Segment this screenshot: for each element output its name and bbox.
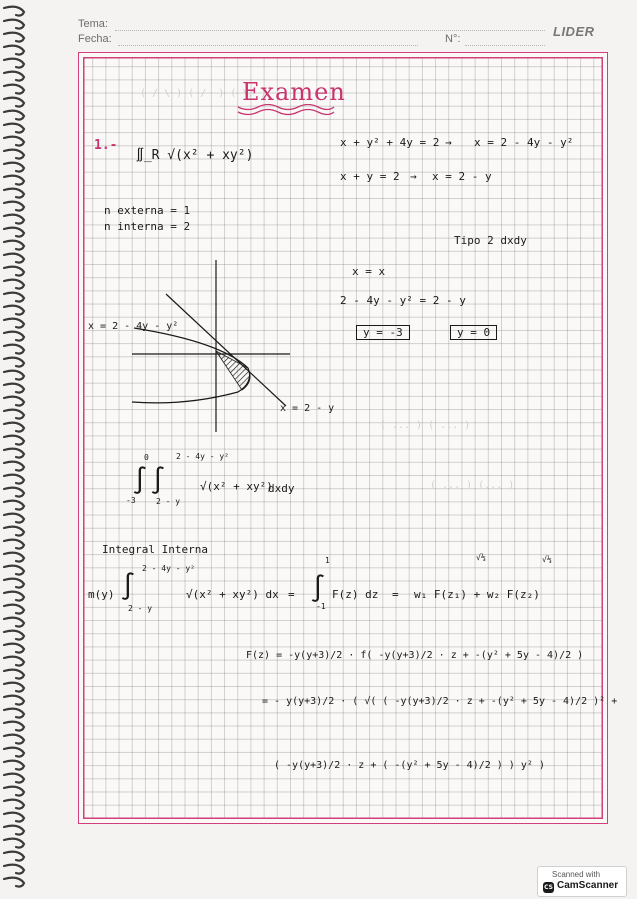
spiral-ring	[4, 761, 24, 770]
spiral-ring	[4, 46, 24, 55]
spiral-ring	[4, 436, 24, 445]
spiral-ring	[4, 254, 24, 263]
spiral-ring	[4, 527, 24, 536]
spiral-ring	[4, 566, 24, 575]
spiral-ring	[4, 410, 24, 419]
spiral-ring	[4, 852, 24, 861]
camscanner-icon: CS	[544, 884, 553, 891]
normalized-integral-sign: ∫	[310, 574, 326, 604]
spiral-ring	[4, 111, 24, 120]
n-interna: n interna = 2	[104, 220, 191, 233]
spiral-ring	[4, 592, 24, 601]
fz-line-2: = - y(y+3)/2 · ( √( ( -y(y+3)/2 · z + -(y² + 5y - 4)/2 )² +	[262, 696, 618, 707]
node-annotation-2: √⅓	[542, 555, 552, 564]
bleed-through-mark: ( ... ) (... )	[430, 480, 515, 491]
spiral-ring	[4, 345, 24, 354]
spiral-ring	[4, 423, 24, 432]
spiral-ring	[4, 306, 24, 315]
normalized-upper: 1	[325, 556, 330, 565]
graph-label-parabola: x = 2 - 4y - y²	[88, 321, 179, 332]
spiral-ring	[4, 735, 24, 744]
node-annotation-1: √⅓	[476, 553, 486, 562]
spiral-ring	[4, 813, 24, 822]
spiral-ring	[4, 540, 24, 549]
spiral-ring	[4, 657, 24, 666]
bleed-through-mark: ( ... ) ( ... )	[380, 420, 471, 431]
spiral-ring	[4, 280, 24, 289]
scanner-watermark	[537, 866, 627, 897]
spiral-ring	[4, 670, 24, 679]
equals-2: =	[392, 588, 399, 601]
spiral-ring	[4, 865, 24, 874]
outer-lower-limit: -3	[126, 496, 136, 505]
normalized-lower: -1	[316, 602, 326, 611]
spiral-ring	[4, 644, 24, 653]
spiral-ring	[4, 501, 24, 510]
spiral-ring	[4, 488, 24, 497]
equals-1: =	[288, 588, 295, 601]
inner-upper: 2 - 4y - y²	[142, 564, 195, 573]
tema-line	[115, 30, 545, 31]
brand-logo: LIDER	[553, 24, 595, 39]
spiral-ring	[4, 176, 24, 185]
inner-integrand: √(x² + xy²) dx	[186, 588, 279, 601]
equation-parabola: x + y² + 4y = 2	[340, 136, 440, 149]
arrow-2: →	[410, 170, 417, 183]
spiral-ring	[4, 579, 24, 588]
fecha-label: Fecha:	[78, 33, 112, 45]
spiral-ring	[4, 839, 24, 848]
spiral-ring	[4, 774, 24, 783]
spiral-ring	[4, 150, 24, 159]
iterated-integrand: √(x² + xy²)	[200, 480, 273, 493]
outer-upper-limit: 0	[144, 453, 149, 462]
spiral-ring	[4, 397, 24, 406]
title-underline	[236, 104, 336, 116]
fecha-line	[118, 45, 418, 46]
spiral-ring	[4, 696, 24, 705]
spiral-ring	[4, 631, 24, 640]
spiral-ring	[4, 449, 24, 458]
m-of-y-label: m(y)	[88, 588, 115, 601]
spiral-ring	[4, 683, 24, 692]
spiral-ring	[4, 319, 24, 328]
spiral-binding	[0, 0, 30, 899]
equation-line: x + y = 2	[340, 170, 400, 183]
spiral-ring	[4, 215, 24, 224]
n-externa: n externa = 1	[104, 204, 191, 217]
spiral-ring	[4, 748, 24, 757]
region-graph	[126, 256, 306, 436]
integral-sign-outer: ∫	[132, 466, 148, 496]
inner-lower: 2 - y	[128, 604, 153, 613]
fz-line-3: ( -y(y+3)/2 · z + ( -(y² + 5y - 4)/2 ) ) y² )	[274, 760, 545, 771]
intersection-step-2: 2 - 4y - y² = 2 - y	[340, 294, 466, 307]
fz-dz: F(z) dz	[332, 588, 379, 601]
integral-sign-inner: ∫	[150, 466, 166, 496]
numero-line	[465, 45, 545, 46]
equation-line-solved: x = 2 - y	[432, 170, 492, 183]
spiral-ring	[4, 475, 24, 484]
spiral-ring	[4, 514, 24, 523]
spiral-ring	[4, 20, 24, 29]
spiral-ring	[4, 202, 24, 211]
spiral-ring	[4, 124, 24, 133]
inner-integral-heading: Integral Interna	[102, 543, 208, 556]
bleed-through-mark: ( / \ ) ( /- ) ( \/ )	[140, 88, 267, 99]
root-box-2: y = 0	[450, 325, 497, 340]
spiral-ring	[4, 358, 24, 367]
gauss-quadrature: w₁ F(z₁) + w₂ F(z₂)	[414, 588, 540, 601]
spiral-ring	[4, 189, 24, 198]
camscanner-brand: CamScanner	[557, 880, 619, 891]
scanned-with-label: Scanned with	[552, 870, 601, 879]
spiral-ring	[4, 618, 24, 627]
inner-integral-sign: ∫	[120, 572, 136, 602]
graph-label-line: x = 2 - y	[280, 403, 335, 414]
tipo-label: Tipo 2 dxdy	[454, 234, 527, 247]
spiral-ring	[4, 7, 24, 16]
spiral-ring	[4, 722, 24, 731]
spiral-ring	[4, 709, 24, 718]
spiral-ring	[4, 59, 24, 68]
problem-number: 1.-	[94, 138, 118, 153]
double-integral: ∬_R √(x² + xy²)	[136, 148, 254, 163]
spiral-ring	[4, 553, 24, 562]
spiral-ring	[4, 878, 24, 887]
spiral-ring	[4, 33, 24, 42]
spiral-ring	[4, 98, 24, 107]
spiral-ring	[4, 787, 24, 796]
tema-label: Tema:	[78, 18, 108, 30]
spiral-ring	[4, 267, 24, 276]
spiral-ring	[4, 241, 24, 250]
arrow-1: →	[445, 136, 452, 149]
root-box-1: y = -3	[356, 325, 410, 340]
spiral-ring	[4, 293, 24, 302]
spiral-ring	[4, 137, 24, 146]
spiral-ring	[4, 384, 24, 393]
spiral-ring	[4, 85, 24, 94]
iterated-differential: dxdy	[268, 482, 295, 495]
grid-sheet	[78, 52, 608, 824]
spiral-ring	[4, 228, 24, 237]
fz-line-1: F(z) = -y(y+3)/2 · f( -y(y+3)/2 · z + -(y² + 5y - 4)/2 )	[246, 650, 584, 661]
equation-parabola-solved: x = 2 - 4y - y²	[474, 136, 574, 149]
spiral-ring	[4, 605, 24, 614]
inner-upper-limit: 2 - 4y - y²	[176, 452, 229, 461]
spiral-ring	[4, 462, 24, 471]
spiral-ring	[4, 332, 24, 341]
spiral-ring	[4, 163, 24, 172]
spiral-ring	[4, 371, 24, 380]
numero-label: N°:	[445, 33, 461, 45]
spiral-ring	[4, 826, 24, 835]
intersection-step-1: x = x	[352, 265, 386, 278]
spiral-ring	[4, 72, 24, 81]
page-title: Examen	[242, 78, 346, 106]
spiral-ring	[4, 800, 24, 809]
inner-lower-limit: 2 - y	[156, 497, 181, 506]
